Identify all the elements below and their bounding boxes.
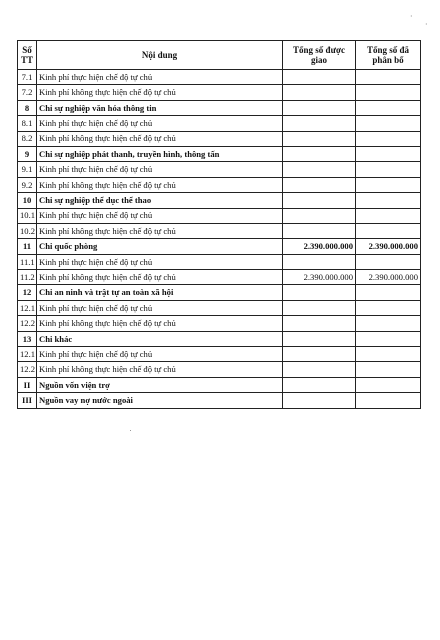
row-total-given xyxy=(283,116,356,131)
header-content: Nội dung xyxy=(37,41,283,70)
row-total-given xyxy=(283,177,356,192)
row-content: Kinh phí không thực hiện chế độ tự chủ xyxy=(37,223,283,238)
table-row xyxy=(18,316,421,331)
row-total-allocated xyxy=(356,254,421,269)
row-content: Chi khác xyxy=(37,331,283,346)
row-total-allocated xyxy=(356,177,421,192)
row-total-given xyxy=(283,146,356,161)
row-number: 10.1 xyxy=(18,208,37,223)
row-content: Kinh phí thực hiện chế độ tự chủ xyxy=(37,162,283,177)
table-row xyxy=(18,146,421,161)
row-total-allocated xyxy=(356,377,421,392)
row-number: 12.1 xyxy=(18,347,37,362)
row-content: Nguồn vay nợ nước ngoài xyxy=(37,393,283,408)
row-content: Chi sự nghiệp phát thanh, truyền hình, thông tấn xyxy=(37,146,283,161)
row-number: 12 xyxy=(18,285,37,300)
row-total-given xyxy=(283,362,356,377)
row-total-given xyxy=(283,208,356,223)
row-total-given xyxy=(283,377,356,392)
table-row xyxy=(18,193,421,208)
row-number: III xyxy=(18,393,37,408)
row-total-given xyxy=(283,131,356,146)
table-body xyxy=(18,70,421,409)
row-total-allocated xyxy=(356,131,421,146)
table-row xyxy=(18,100,421,115)
row-total-allocated xyxy=(356,208,421,223)
table-row xyxy=(18,116,421,131)
row-number: 12.1 xyxy=(18,300,37,315)
header-stt: Số TT xyxy=(18,41,37,70)
table-row xyxy=(18,393,421,408)
row-total-allocated xyxy=(356,331,421,346)
row-total-allocated xyxy=(356,162,421,177)
row-total-given: 2.390.000.000 xyxy=(283,270,356,285)
scan-speck xyxy=(130,430,131,431)
row-number: 8.2 xyxy=(18,131,37,146)
table-row xyxy=(18,347,421,362)
row-total-given xyxy=(283,316,356,331)
row-content: Kinh phí không thực hiện chế độ tự chủ xyxy=(37,362,283,377)
table-row xyxy=(18,331,421,346)
row-number: 8.1 xyxy=(18,116,37,131)
row-content: Kinh phí không thực hiện chế độ tự chủ xyxy=(37,316,283,331)
row-number: 12.2 xyxy=(18,362,37,377)
row-number: 10 xyxy=(18,193,37,208)
header-total-given: Tổng số được giao xyxy=(283,41,356,70)
scan-speck: · xyxy=(425,20,428,29)
row-total-given xyxy=(283,100,356,115)
table-row xyxy=(18,177,421,192)
table-row xyxy=(18,285,421,300)
row-content: Chi quốc phòng xyxy=(37,239,283,254)
row-content: Kinh phí không thực hiện chế độ tự chủ xyxy=(37,177,283,192)
row-total-allocated xyxy=(356,223,421,238)
row-content: Kinh phí không thực hiện chế độ tự chủ xyxy=(37,270,283,285)
table-row xyxy=(18,162,421,177)
row-number: 9.2 xyxy=(18,177,37,192)
row-total-given xyxy=(283,347,356,362)
row-total-allocated: 2.390.000.000 xyxy=(356,239,421,254)
row-total-given xyxy=(283,300,356,315)
table-row xyxy=(18,254,421,269)
row-total-given: 2.390.000.000 xyxy=(283,239,356,254)
table-row xyxy=(18,300,421,315)
table-header-row xyxy=(18,41,421,70)
row-content: Kinh phí thực hiện chế độ tự chủ xyxy=(37,347,283,362)
row-number: 11.1 xyxy=(18,254,37,269)
row-total-allocated: 2.390.000.000 xyxy=(356,270,421,285)
row-number: 7.2 xyxy=(18,85,37,100)
row-total-given xyxy=(283,393,356,408)
row-total-allocated xyxy=(356,285,421,300)
row-content: Kinh phí thực hiện chế độ tự chủ xyxy=(37,116,283,131)
table-row xyxy=(18,362,421,377)
row-total-allocated xyxy=(356,193,421,208)
table-row xyxy=(18,239,421,254)
row-number: 12.2 xyxy=(18,316,37,331)
row-content: Kinh phí không thực hiện chế độ tự chủ xyxy=(37,131,283,146)
row-total-given xyxy=(283,285,356,300)
row-content: Kinh phí thực hiện chế độ tự chủ xyxy=(37,300,283,315)
row-total-allocated xyxy=(356,347,421,362)
scan-speck: · xyxy=(410,12,413,21)
row-total-allocated xyxy=(356,146,421,161)
row-content: Kinh phí thực hiện chế độ tự chủ xyxy=(37,70,283,85)
row-number: 8 xyxy=(18,100,37,115)
row-total-given xyxy=(283,331,356,346)
row-number: 7.1 xyxy=(18,70,37,85)
row-content: Chi sự nghiệp thể dục thể thao xyxy=(37,193,283,208)
row-total-given xyxy=(283,223,356,238)
row-total-given xyxy=(283,254,356,269)
budget-allocation-table xyxy=(17,40,421,409)
row-total-allocated xyxy=(356,85,421,100)
row-number: II xyxy=(18,377,37,392)
table-row xyxy=(18,223,421,238)
row-number: 11.2 xyxy=(18,270,37,285)
row-number: 9.1 xyxy=(18,162,37,177)
row-content: Kinh phí thực hiện chế độ tự chủ xyxy=(37,208,283,223)
row-content: Chi an ninh và trật tự an toàn xã hội xyxy=(37,285,283,300)
row-number: 13 xyxy=(18,331,37,346)
row-total-allocated xyxy=(356,316,421,331)
row-content: Chi sự nghiệp văn hóa thông tin xyxy=(37,100,283,115)
row-total-allocated xyxy=(356,100,421,115)
row-total-allocated xyxy=(356,70,421,85)
row-number: 9 xyxy=(18,146,37,161)
table-row xyxy=(18,270,421,285)
row-total-given xyxy=(283,70,356,85)
row-total-allocated xyxy=(356,116,421,131)
table-row xyxy=(18,131,421,146)
row-content: Kinh phí không thực hiện chế độ tự chủ xyxy=(37,85,283,100)
row-total-given xyxy=(283,193,356,208)
row-content: Nguồn vốn viện trợ xyxy=(37,377,283,392)
table-row xyxy=(18,70,421,85)
row-number: 11 xyxy=(18,239,37,254)
header-total-allocated: Tổng số đã phân bổ xyxy=(356,41,421,70)
row-total-allocated xyxy=(356,300,421,315)
table-row xyxy=(18,377,421,392)
row-total-given xyxy=(283,85,356,100)
table-row xyxy=(18,208,421,223)
row-total-allocated xyxy=(356,393,421,408)
row-total-given xyxy=(283,162,356,177)
table-row xyxy=(18,85,421,100)
row-content: Kinh phí thực hiện chế độ tự chủ xyxy=(37,254,283,269)
row-total-allocated xyxy=(356,362,421,377)
row-number: 10.2 xyxy=(18,223,37,238)
